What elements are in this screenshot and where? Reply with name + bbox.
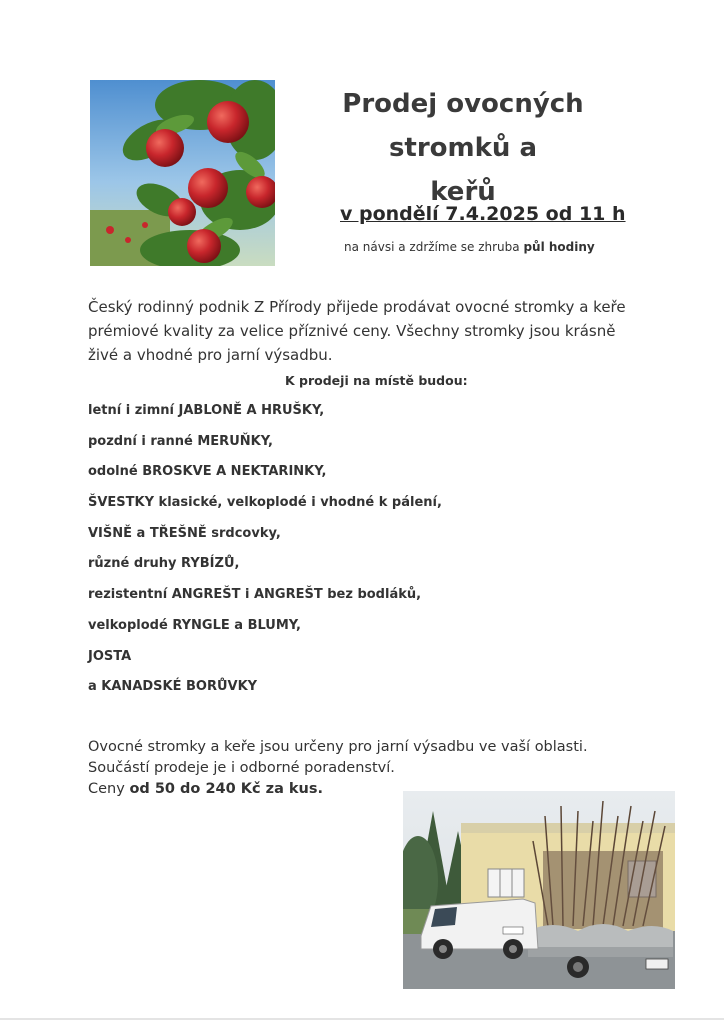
- list-item: letní i zimní JABLONĚ A HRUŠKY,: [88, 403, 325, 418]
- list-item: ŠVESTKY klasické, velkoplodé i vhodné k pálení,: [88, 495, 442, 511]
- list-item: a KANADSKÉ BORŮVKY: [88, 679, 258, 695]
- list-item: velkoplodé RYNGLE a BLUMY,: [88, 617, 301, 633]
- apples-photo: [90, 80, 275, 266]
- list-item: VIŠNĚ a TŘEŠNĚ srdcovky,: [88, 525, 281, 541]
- place-text: na návsi a zdržíme se zhruba: [344, 240, 524, 254]
- list-item: odolné BROSKVE A NEKTARINKY,: [88, 464, 327, 480]
- intro-paragraph: Český rodinný podnik Z Přírody přijede prodávat ovocné stromky a keře prémiové kvality za velice příznivé ceny. Všechny stromky jsou krásně živé a vhodné pro jarní výsadbu.: [88, 298, 626, 364]
- product-list: [88, 400, 608, 707]
- list-item: rezistentní ANGREŠT i ANGREŠT bez bodláků,: [88, 587, 422, 603]
- price-range: od 50 do 240 Kč za kus.: [129, 781, 324, 797]
- list-item: pozdní i ranné MERUŇKY,: [88, 433, 273, 449]
- place-duration: půl hodiny: [523, 240, 595, 254]
- event-date: v pondělí 7.4.2025 od 11 h: [340, 203, 626, 225]
- title-line-2: keřů: [430, 177, 496, 207]
- page-title: [282, 82, 644, 214]
- event-place: [344, 240, 595, 254]
- title-line-1: Prodej ovocných stromků a: [342, 89, 584, 163]
- footer-line-1: Ovocné stromky a keře jsou určeny pro jarní výsadbu ve vaší oblasti.: [88, 739, 588, 755]
- footer-line-2: Součástí prodeje je i odborné poradenství.: [88, 760, 395, 776]
- list-item: JOSTA: [88, 648, 132, 664]
- scan-edge-line: [0, 1018, 724, 1020]
- price-prefix: Ceny: [88, 781, 130, 797]
- sale-heading: K prodeji na místě budou:: [285, 373, 468, 388]
- list-item: různé druhy RYBÍZŮ,: [88, 556, 240, 572]
- van-trailer-photo: [403, 791, 675, 989]
